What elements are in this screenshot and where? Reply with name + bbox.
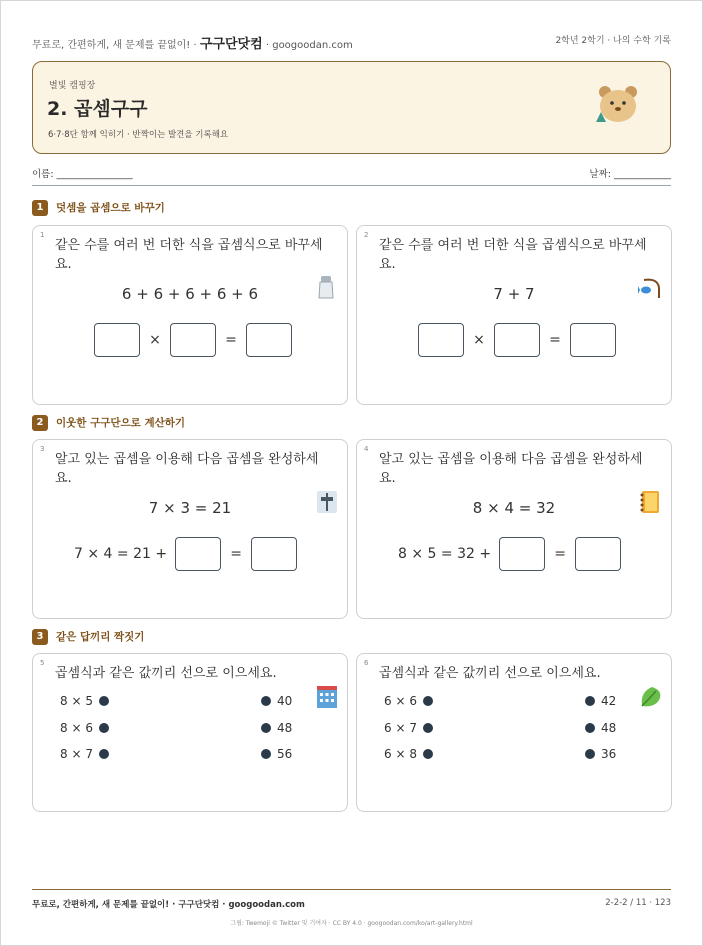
- match-expression: 6 × 8: [384, 747, 417, 761]
- answer-box[interactable]: [570, 323, 616, 357]
- connect-dot[interactable]: [585, 749, 595, 759]
- page-number: 2-2-2 / 11 · 123: [605, 898, 671, 908]
- match-expression: 8 × 5: [60, 694, 93, 708]
- date-field[interactable]: 날짜: ____________: [589, 169, 671, 180]
- section-1-heading: [32, 200, 165, 216]
- leafy-green-icon: [638, 684, 664, 710]
- times-sign: ×: [149, 332, 161, 348]
- completion-row: [74, 537, 297, 571]
- section-number: 3: [32, 629, 48, 645]
- match-right-item: [585, 747, 616, 761]
- header-tagline-text: 무료로, 간편하게, 새 문제를 끝없이! ·: [32, 40, 197, 51]
- name-field[interactable]: 이름: ________________: [32, 169, 133, 180]
- problem-question: 곱셈식과 같은 값끼리 선으로 이으세요.: [379, 666, 601, 681]
- answer-box[interactable]: [494, 323, 540, 357]
- match-left-item: [60, 747, 109, 761]
- header-right: 2학년 2학기 · 나의 수학 기록: [555, 36, 671, 46]
- equals-sign: =: [230, 546, 242, 562]
- title-banner: [32, 61, 671, 154]
- header-brand: 구구단닷컴: [199, 37, 263, 52]
- answer-box[interactable]: [575, 537, 621, 571]
- notebook-icon: [639, 490, 661, 514]
- footer-divider: [32, 889, 671, 890]
- section-number: 1: [32, 200, 48, 216]
- match-left-item: [60, 721, 109, 735]
- section-2-heading: [32, 415, 185, 431]
- match-value: 40: [277, 694, 293, 708]
- match-expression: 6 × 7: [384, 721, 417, 735]
- divider: [32, 185, 671, 186]
- match-right-item: [261, 721, 292, 735]
- answer-box[interactable]: [94, 323, 140, 357]
- equals-sign: =: [554, 546, 566, 562]
- partial-expression: 7 × 4 = 21 +: [74, 546, 168, 562]
- header-tagline: [32, 33, 353, 52]
- header-site: · googoodan.com: [265, 40, 353, 51]
- match-expression: 8 × 7: [60, 747, 93, 761]
- match-left-item: [384, 747, 433, 761]
- banner-description: 6·7·8단 함께 익히기 · 반짝이는 발견을 기록해요: [48, 130, 229, 140]
- section-number: 2: [32, 415, 48, 431]
- match-right-item: [261, 747, 292, 761]
- problem-card-6: [356, 653, 672, 812]
- footer-brand: 무료로, 간편하게, 새 문제를 끝없이! · 구구단닷컴 · googoodan.com: [32, 900, 305, 910]
- match-right-item: [585, 694, 616, 708]
- known-fact: 7 × 3 = 21: [148, 499, 232, 517]
- connect-dot[interactable]: [423, 696, 433, 706]
- multiplication-row: [94, 323, 292, 357]
- answer-box[interactable]: [175, 537, 221, 571]
- answer-box[interactable]: [170, 323, 216, 357]
- answer-box[interactable]: [246, 323, 292, 357]
- connect-dot[interactable]: [261, 749, 271, 759]
- problem-number: 4: [364, 445, 369, 453]
- signpost-icon: [316, 490, 338, 514]
- connect-dot[interactable]: [423, 749, 433, 759]
- partial-expression: 8 × 5 = 32 +: [398, 546, 492, 562]
- banner-title: 2. 곱셈구구: [47, 98, 148, 120]
- problem-number: 6: [364, 659, 369, 667]
- problem-number: 2: [364, 231, 369, 239]
- problem-card-2: [356, 225, 672, 405]
- equals-sign: =: [549, 332, 561, 348]
- problem-card-1: [32, 225, 348, 405]
- match-right-item: [261, 694, 292, 708]
- problem-number: 1: [40, 231, 45, 239]
- salt-shaker-icon: [317, 274, 335, 300]
- match-value: 56: [277, 747, 293, 761]
- answer-box[interactable]: [499, 537, 545, 571]
- problem-card-4: [356, 439, 672, 619]
- connect-dot[interactable]: [261, 696, 271, 706]
- connect-dot[interactable]: [585, 723, 595, 733]
- match-right-item: [585, 721, 616, 735]
- problem-card-5: [32, 653, 348, 812]
- multiplication-row: [418, 323, 616, 357]
- connect-dot[interactable]: [99, 749, 109, 759]
- problem-number: 5: [40, 659, 45, 667]
- section-label: 덧셈을 곱셈으로 바꾸기: [56, 202, 165, 214]
- bear-icon: [594, 84, 642, 126]
- section-3-heading: [32, 629, 144, 645]
- problem-question: 알고 있는 곱셈을 이용해 다음 곱셈을 완성하세요.: [55, 452, 319, 486]
- fishing-pole-icon: [638, 276, 662, 300]
- section-label: 이웃한 구구단으로 계산하기: [56, 417, 186, 429]
- answer-box[interactable]: [418, 323, 464, 357]
- answer-box[interactable]: [251, 537, 297, 571]
- equals-sign: =: [225, 332, 237, 348]
- problem-card-3: [32, 439, 348, 619]
- problem-question: 같은 수를 여러 번 더한 식을 곱셈식으로 바꾸세요.: [55, 238, 323, 272]
- match-value: 42: [601, 694, 617, 708]
- match-value: 48: [277, 721, 293, 735]
- match-expression: 8 × 6: [60, 721, 93, 735]
- match-left-item: [60, 694, 109, 708]
- connect-dot[interactable]: [585, 696, 595, 706]
- section-label: 같은 답끼리 짝짓기: [56, 631, 145, 643]
- problem-question: 같은 수를 여러 번 더한 식을 곱셈식으로 바꾸세요.: [379, 238, 647, 272]
- connect-dot[interactable]: [261, 723, 271, 733]
- connect-dot[interactable]: [99, 723, 109, 733]
- addition-expression: 7 + 7: [493, 285, 535, 303]
- building-icon: [315, 685, 339, 709]
- problem-question: 알고 있는 곱셈을 이용해 다음 곱셈을 완성하세요.: [379, 452, 643, 486]
- match-expression: 6 × 6: [384, 694, 417, 708]
- match-left-item: [384, 694, 433, 708]
- connect-dot[interactable]: [99, 696, 109, 706]
- problem-question: 곱셈식과 같은 값끼리 선으로 이으세요.: [55, 666, 277, 681]
- match-value: 36: [601, 747, 617, 761]
- match-left-item: [384, 721, 433, 735]
- banner-subtitle: 별빛 캠핑장: [49, 81, 96, 91]
- image-credit: 그림: Twemoji © Twitter 및 기여자 · CC BY 4.0 · googoodan.com/ko/art-gallery.html: [230, 920, 473, 927]
- match-value: 48: [601, 721, 617, 735]
- times-sign: ×: [473, 332, 485, 348]
- addition-expression: 6 + 6 + 6 + 6 + 6: [121, 285, 259, 303]
- problem-number: 3: [40, 445, 45, 453]
- known-fact: 8 × 4 = 32: [472, 499, 556, 517]
- completion-row: [398, 537, 621, 571]
- connect-dot[interactable]: [423, 723, 433, 733]
